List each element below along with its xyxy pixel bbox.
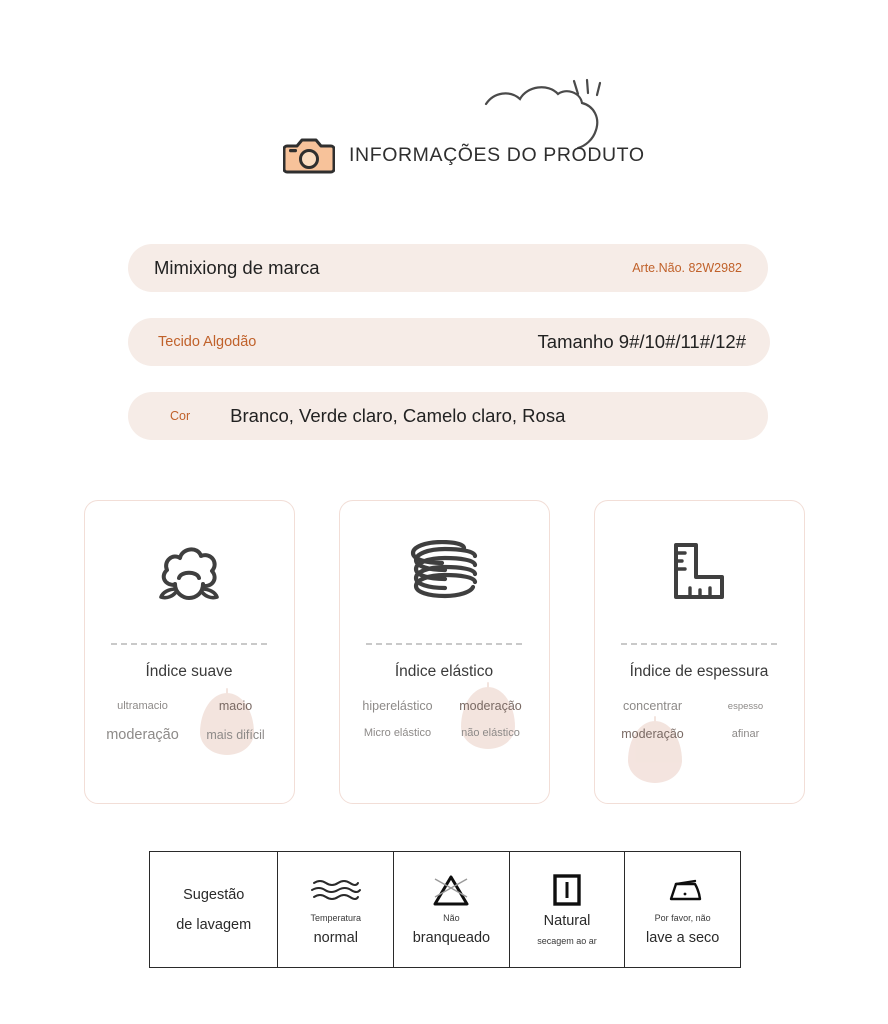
care-big-lave-a-seco: lave a seco xyxy=(646,930,720,946)
card-elasticity xyxy=(339,500,550,804)
care-cell-bleach xyxy=(394,852,510,967)
iron-icon xyxy=(661,873,705,907)
option-moderacao[interactable]: moderação xyxy=(459,699,522,713)
option-macio[interactable]: macio xyxy=(218,699,253,713)
card-softness xyxy=(84,500,295,804)
header-title-row xyxy=(283,136,645,174)
do-not-bleach-icon xyxy=(430,873,472,907)
option-moderacao[interactable]: moderação xyxy=(106,727,179,743)
card-thickness xyxy=(594,500,805,804)
brand-name: Mimixiong de marca xyxy=(154,257,320,278)
card-title: Índice elástico xyxy=(394,663,494,680)
care-title-line2: de lavagem xyxy=(176,916,252,933)
card-divider xyxy=(621,643,777,645)
care-title-line1: Sugestão xyxy=(183,886,245,903)
card-title: Índice suave xyxy=(145,663,233,680)
info-row-color xyxy=(128,392,768,440)
index-cards xyxy=(0,500,888,804)
page-header xyxy=(0,0,888,200)
care-small-secagem: secagem ao ar xyxy=(537,936,597,946)
care-big-normal: normal xyxy=(313,930,358,946)
fabric-label: Tecido Algodão xyxy=(158,334,257,350)
camera-icon xyxy=(283,136,335,174)
info-row-brand xyxy=(128,244,768,292)
care-small-porfavor: Por favor, não xyxy=(654,913,711,923)
option-nao-elastico[interactable]: não elástico xyxy=(461,727,520,739)
washing-care-table xyxy=(149,851,741,968)
color-label: Cor xyxy=(170,409,191,423)
page-title: INFORMAÇÕES DO PRODUTO xyxy=(349,143,645,166)
spring-coil-icon xyxy=(407,535,481,607)
card-divider xyxy=(111,643,267,645)
card-title: Índice de espessura xyxy=(629,663,769,680)
option-espesso[interactable]: espesso xyxy=(727,700,764,712)
option-ultramacio[interactable]: ultramacio xyxy=(117,700,168,712)
ruler-icon xyxy=(668,535,730,607)
line-dry-icon xyxy=(551,873,583,907)
care-cell-title xyxy=(150,852,278,967)
care-big-natural: Natural xyxy=(543,913,591,929)
color-values: Branco, Verde claro, Camelo claro, Rosa xyxy=(230,405,566,426)
article-number: Arte.Não. 82W2982 xyxy=(632,261,742,275)
care-big-branqueado: branqueado xyxy=(412,930,491,946)
care-small-nao: Não xyxy=(443,913,460,923)
product-info-rows xyxy=(0,244,888,466)
option-moderacao[interactable]: moderação xyxy=(621,727,684,741)
care-cell-iron xyxy=(625,852,740,967)
softness-options xyxy=(96,699,282,743)
care-small-temperature: Temperatura xyxy=(310,913,362,923)
water-waves-icon xyxy=(310,873,362,907)
cotton-boll-icon xyxy=(153,535,225,607)
active-option-highlight xyxy=(461,687,515,749)
option-hiperelastico[interactable]: hiperelástico xyxy=(362,699,433,713)
size-label: Tamanho 9#/10#/11#/12# xyxy=(537,331,746,352)
elasticity-options xyxy=(351,699,537,739)
care-cell-temperature xyxy=(278,852,394,967)
info-row-fabric xyxy=(128,318,770,366)
option-mais-dificil[interactable]: mais difícil xyxy=(206,728,265,742)
option-concentrar[interactable]: concentrar xyxy=(622,699,683,713)
care-cell-dry xyxy=(510,852,626,967)
option-micro-elastico[interactable]: Micro elástico xyxy=(363,727,432,739)
thickness-options xyxy=(606,699,792,741)
option-afinar[interactable]: afinar xyxy=(731,728,760,740)
card-divider xyxy=(366,643,522,645)
